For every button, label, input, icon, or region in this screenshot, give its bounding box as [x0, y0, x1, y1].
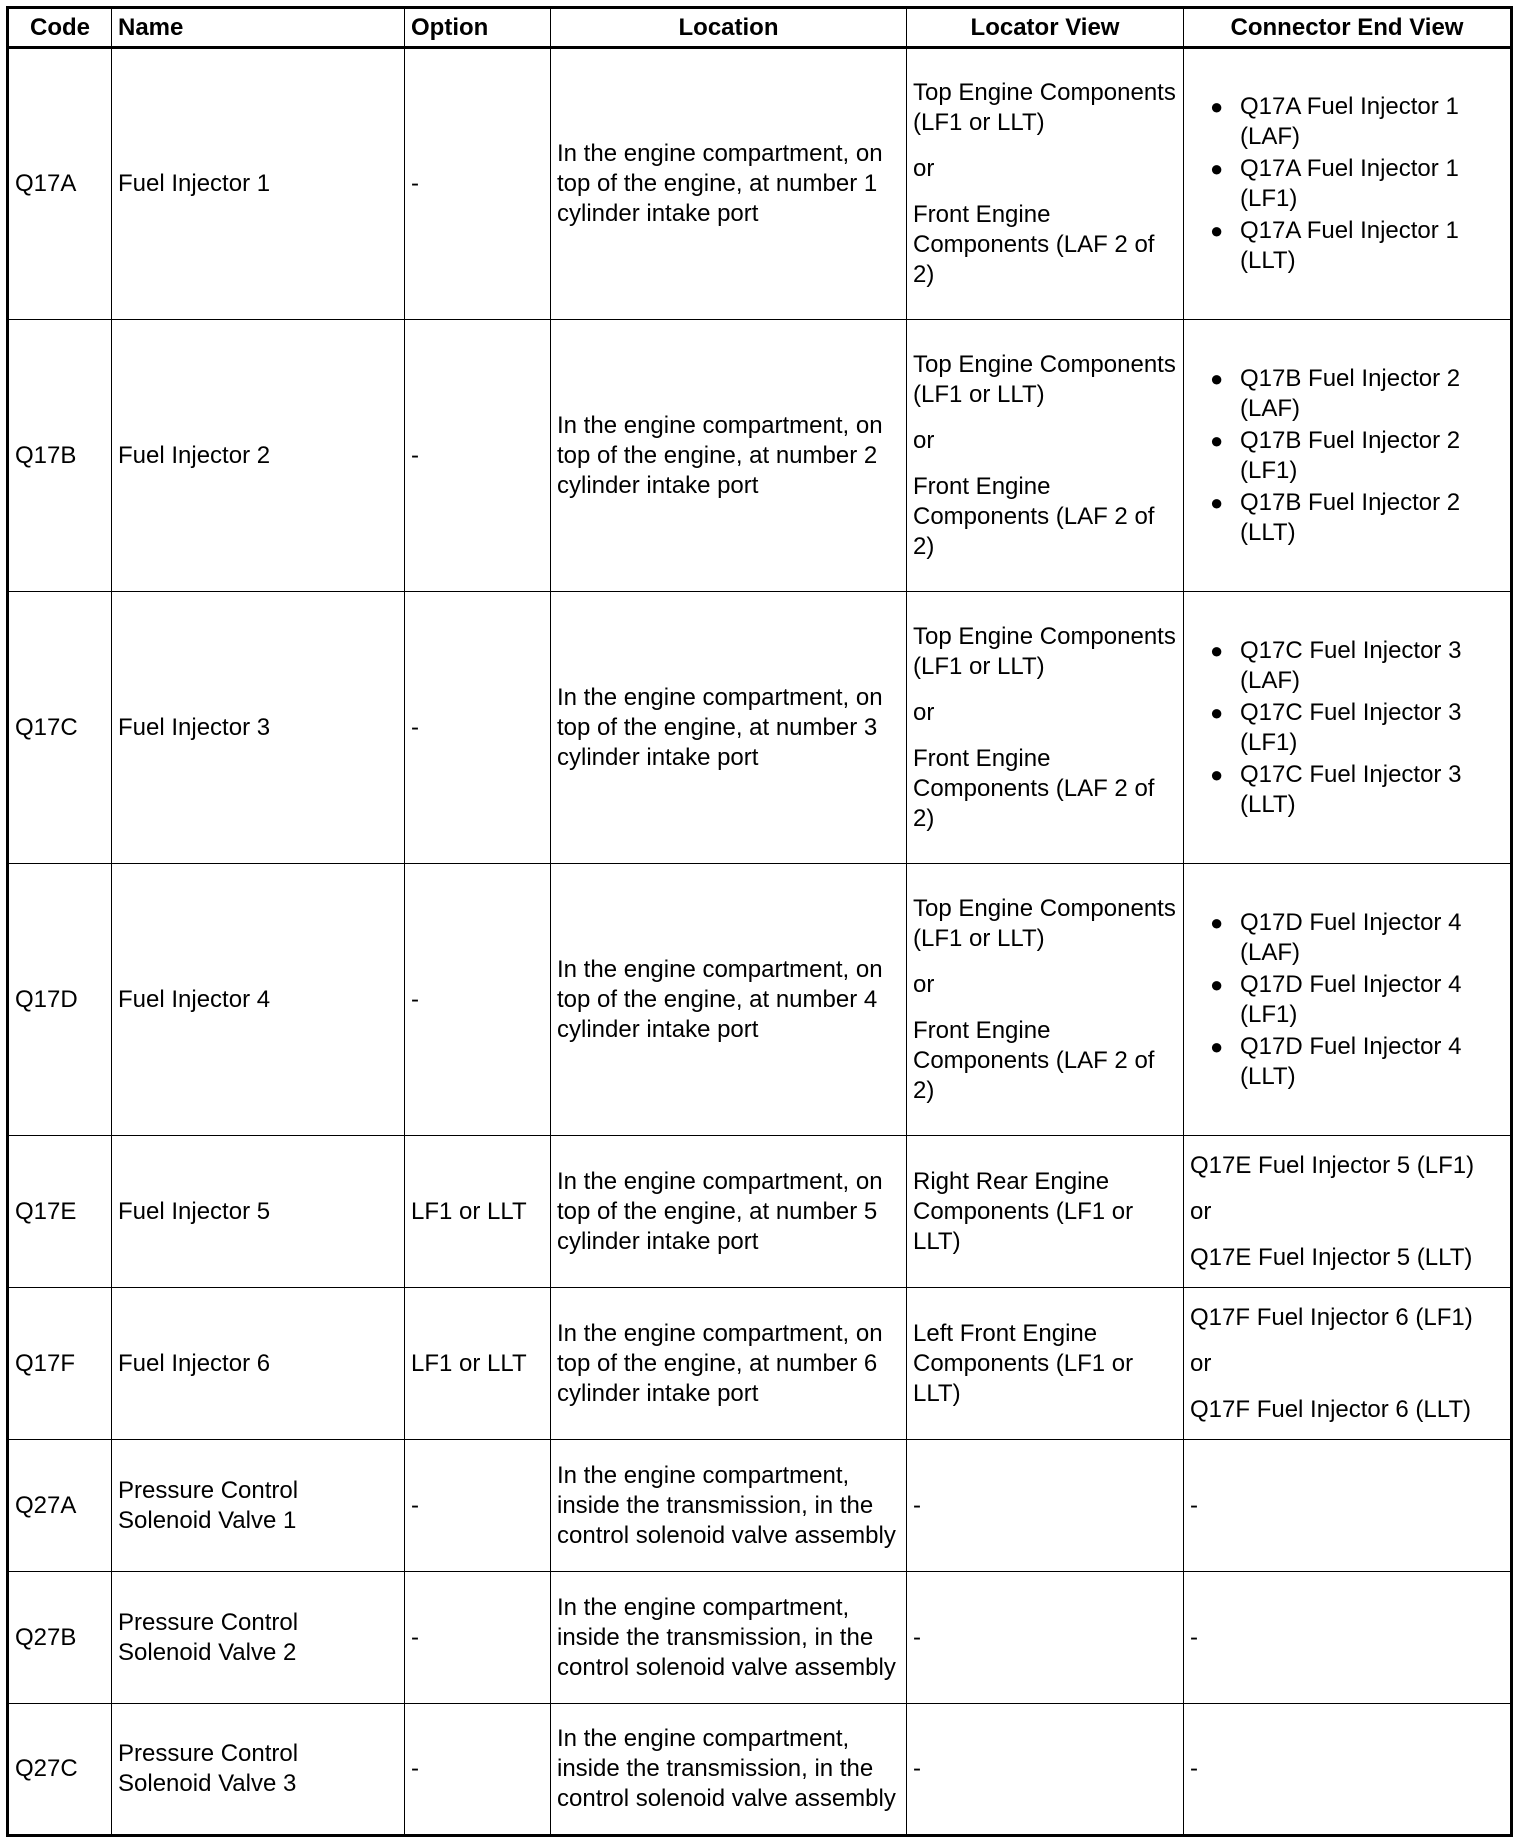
cell-locator-view: [907, 592, 1184, 864]
connector-item[interactable]: [1210, 970, 1504, 1030]
cell-code: Q17F: [8, 1288, 112, 1440]
header-option: Option: [405, 8, 551, 48]
cell-code: Q17E: [8, 1136, 112, 1288]
bullet-icon: ●: [1210, 427, 1224, 453]
locator-or: or: [913, 426, 935, 454]
cell-code: Q17D: [8, 864, 112, 1136]
cell-locator-view: -: [907, 1704, 1184, 1836]
cell-code: Q27C: [8, 1704, 112, 1836]
cell-option: -: [405, 592, 551, 864]
connector-link[interactable]: Q17C Fuel Injector 3 (LF1): [1240, 698, 1462, 756]
cell-name: Pressure Control Solenoid Valve 2: [112, 1572, 405, 1704]
connector-link[interactable]: Q17A Fuel Injector 1 (LAF): [1240, 93, 1459, 150]
cell-connector-end-view: [1184, 1136, 1512, 1288]
header-connector-end-view: Connector End View: [1184, 8, 1512, 48]
bullet-icon: ●: [1210, 761, 1224, 787]
connector-link[interactable]: Q17C Fuel Injector 3 (LLT): [1240, 760, 1462, 818]
cell-code: Q17B: [8, 320, 112, 592]
cell-location: In the engine compartment, inside the transmission, in the control solenoid valve assembly: [551, 1704, 907, 1836]
locator-link[interactable]: Front Engine Components (LAF 2 of 2): [913, 472, 1155, 560]
connector-item[interactable]: [1210, 1032, 1504, 1092]
connector-link[interactable]: Q17D Fuel Injector 4 (LLT): [1240, 1032, 1462, 1090]
cell-name: Fuel Injector 3: [112, 592, 405, 864]
cell-connector-end-view: [1184, 592, 1512, 864]
cell-option: -: [405, 1704, 551, 1836]
bullet-icon: ●: [1210, 156, 1224, 181]
cell-location: In the engine compartment, on top of the engine, at number 2 cylinder intake port: [551, 320, 907, 592]
cell-code: Q27A: [8, 1440, 112, 1572]
cell-option: -: [405, 320, 551, 592]
cell-name: Fuel Injector 2: [112, 320, 405, 592]
connector-list: [1190, 636, 1504, 820]
cell-location: In the engine compartment, on top of the engine, at number 1 cylinder intake port: [551, 48, 907, 320]
table-header-row: [8, 8, 1512, 48]
bullet-icon: ●: [1210, 365, 1224, 391]
cell-locator-view: -: [907, 1572, 1184, 1704]
cell-location: In the engine compartment, inside the transmission, in the control solenoid valve assembly: [551, 1572, 907, 1704]
connector-item[interactable]: [1210, 760, 1504, 820]
bullet-icon: ●: [1210, 971, 1224, 997]
cell-location: In the engine compartment, on top of the engine, at number 3 cylinder intake port: [551, 592, 907, 864]
locator-link[interactable]: Right Rear Engine Components (LF1 or LLT): [913, 1167, 1134, 1255]
locator-link[interactable]: Front Engine Components (LAF 2 of 2): [913, 201, 1155, 288]
bullet-icon: ●: [1210, 637, 1224, 663]
cell-name: Pressure Control Solenoid Valve 3: [112, 1704, 405, 1836]
table-row: [8, 1704, 1512, 1836]
cell-locator-view: [907, 1136, 1184, 1288]
connector-link[interactable]: Q17F Fuel Injector 6 (LF1): [1190, 1303, 1473, 1331]
cell-location: In the engine compartment, on top of the engine, at number 4 cylinder intake port: [551, 864, 907, 1136]
table-row: [8, 48, 1512, 320]
cell-locator-view: [907, 864, 1184, 1136]
header-code: Code: [8, 8, 112, 48]
bullet-icon: ●: [1210, 699, 1224, 725]
connector-item[interactable]: [1210, 698, 1504, 758]
connector-list: [1190, 908, 1504, 1092]
cell-connector-end-view: [1184, 864, 1512, 1136]
cell-connector-end-view: -: [1184, 1440, 1512, 1572]
cell-connector-end-view: [1184, 320, 1512, 592]
cell-connector-end-view: [1184, 48, 1512, 320]
header-name: Name: [112, 8, 405, 48]
connector-item[interactable]: [1210, 426, 1504, 486]
connector-item[interactable]: [1210, 92, 1504, 152]
connector-item[interactable]: [1210, 216, 1504, 276]
cell-connector-end-view: [1184, 1288, 1512, 1440]
cell-name: Pressure Control Solenoid Valve 1: [112, 1440, 405, 1572]
connector-link[interactable]: Q17B Fuel Injector 2 (LAF): [1240, 364, 1461, 422]
locator-link[interactable]: Front Engine Components (LAF 2 of 2): [913, 1016, 1155, 1104]
connector-link[interactable]: Q17A Fuel Injector 1 (LF1): [1240, 155, 1459, 212]
bullet-icon: ●: [1210, 489, 1224, 515]
bullet-icon: ●: [1210, 1033, 1224, 1059]
component-locator-table: [6, 6, 1513, 1837]
connector-item[interactable]: [1210, 364, 1504, 424]
cell-location: In the engine compartment, on top of the engine, at number 5 cylinder intake port: [551, 1136, 907, 1288]
locator-link[interactable]: Top Engine Components (LF1 or LLT): [913, 79, 1176, 136]
cell-name: Fuel Injector 6: [112, 1288, 405, 1440]
table-row: [8, 864, 1512, 1136]
cell-code: Q17C: [8, 592, 112, 864]
locator-or: or: [913, 698, 935, 726]
connector-item[interactable]: [1210, 908, 1504, 968]
bullet-icon: ●: [1210, 909, 1224, 935]
cell-name: Fuel Injector 4: [112, 864, 405, 1136]
cell-code: Q17A: [8, 48, 112, 320]
bullet-icon: ●: [1210, 94, 1224, 119]
locator-link[interactable]: Top Engine Components (LF1 or LLT): [913, 894, 1176, 952]
cell-connector-end-view: -: [1184, 1572, 1512, 1704]
connector-item[interactable]: [1210, 636, 1504, 696]
cell-location: In the engine compartment, inside the transmission, in the control solenoid valve assembly: [551, 1440, 907, 1572]
cell-location: In the engine compartment, on top of the engine, at number 6 cylinder intake port: [551, 1288, 907, 1440]
locator-or: or: [913, 970, 935, 998]
locator-link[interactable]: Left Front Engine Components (LF1 or LLT): [913, 1319, 1134, 1407]
cell-name: Fuel Injector 5: [112, 1136, 405, 1288]
cell-option: -: [405, 864, 551, 1136]
bullet-icon: ●: [1210, 218, 1224, 243]
cell-option: -: [405, 1440, 551, 1572]
connector-link[interactable]: Q17C Fuel Injector 3 (LAF): [1240, 636, 1462, 694]
cell-locator-view: [907, 320, 1184, 592]
locator-link[interactable]: Top Engine Components (LF1 or LLT): [913, 622, 1176, 680]
cell-option: -: [405, 48, 551, 320]
connector-link[interactable]: Q17A Fuel Injector 1 (LLT): [1240, 217, 1459, 274]
cell-name: Fuel Injector 1: [112, 48, 405, 320]
cell-connector-end-view: -: [1184, 1704, 1512, 1836]
connector-link[interactable]: Q17E Fuel Injector 5 (LLT): [1190, 1243, 1473, 1271]
table-row: [8, 592, 1512, 864]
table-row: [8, 1440, 1512, 1572]
cell-locator-view: -: [907, 1440, 1184, 1572]
connector-link[interactable]: Q17B Fuel Injector 2 (LF1): [1240, 426, 1461, 484]
connector-item[interactable]: [1210, 488, 1504, 548]
connector-link[interactable]: Q17D Fuel Injector 4 (LAF): [1240, 908, 1462, 966]
connector-item[interactable]: [1210, 154, 1504, 214]
locator-link[interactable]: Front Engine Components (LAF 2 of 2): [913, 744, 1155, 832]
header-location: Location: [551, 8, 907, 48]
cell-locator-view: [907, 48, 1184, 320]
header-locator-view: Locator View: [907, 8, 1184, 48]
table-row: [8, 320, 1512, 592]
connector-list: [1190, 92, 1504, 276]
cell-option: -: [405, 1572, 551, 1704]
connector-or: or: [1190, 1197, 1212, 1225]
table-row: [8, 1136, 1512, 1288]
cell-option: LF1 or LLT: [405, 1136, 551, 1288]
cell-locator-view: [907, 1288, 1184, 1440]
connector-link[interactable]: Q17D Fuel Injector 4 (LF1): [1240, 970, 1462, 1028]
connector-link[interactable]: Q17F Fuel Injector 6 (LLT): [1190, 1395, 1471, 1423]
connector-list: [1190, 364, 1504, 548]
cell-code: Q27B: [8, 1572, 112, 1704]
connector-or: or: [1190, 1349, 1212, 1377]
table-row: [8, 1288, 1512, 1440]
locator-link[interactable]: Top Engine Components (LF1 or LLT): [913, 350, 1176, 408]
locator-or: or: [913, 155, 935, 182]
connector-link[interactable]: Q17B Fuel Injector 2 (LLT): [1240, 488, 1461, 546]
table-row: [8, 1572, 1512, 1704]
cell-option: LF1 or LLT: [405, 1288, 551, 1440]
connector-link[interactable]: Q17E Fuel Injector 5 (LF1): [1190, 1151, 1475, 1179]
